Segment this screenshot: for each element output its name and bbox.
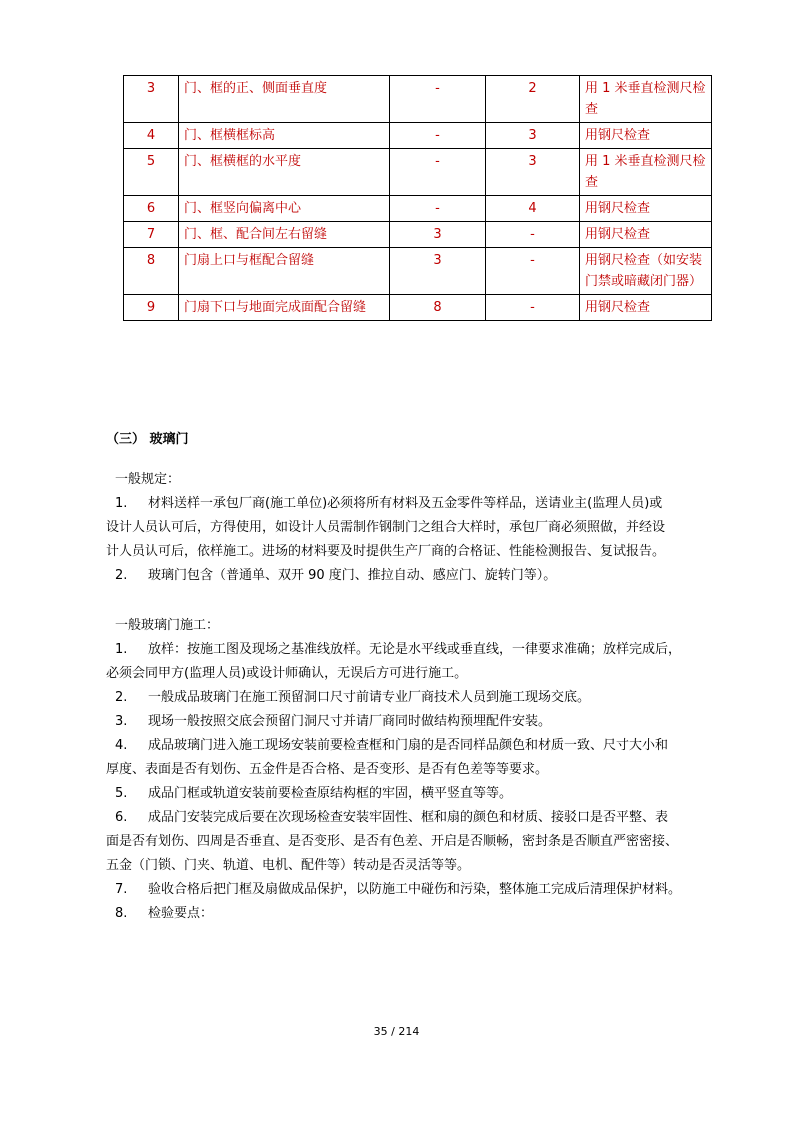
list-item-line — [106, 564, 726, 588]
table-row — [124, 222, 712, 248]
item-cell: 门、框竖向偏离中心 — [179, 196, 390, 222]
method-cell: 用钢尺检查 — [580, 295, 712, 321]
section-title: （三） 玻璃门 — [106, 432, 189, 447]
table-row — [124, 196, 712, 222]
list-item-line — [106, 782, 726, 806]
tolerance-a-cell: - — [390, 149, 486, 196]
list-item-line: 计人员认可后，依样施工。进场的材料要及时提供生产厂商的合格证、性能检测报告、复试报告。 — [106, 544, 666, 559]
item-cell: 门、框横框标高 — [179, 123, 390, 149]
list-item-line — [106, 806, 726, 830]
item-cell: 门、框、配合间左右留缝 — [179, 222, 390, 248]
list-item-text: 一般成品玻璃门在施工预留洞口尺寸前请专业厂商技术人员到施工现场交底。 — [148, 690, 591, 705]
list-item-text: 检验要点： — [148, 906, 214, 921]
list-item-line: 设计人员认可后，方得使用，如设计人员需制作钢制门之组合大样时，承包厂商必须照做，并经设 — [106, 520, 666, 535]
list-item-line — [106, 638, 726, 662]
list-item-number: 1. — [115, 642, 128, 657]
method-cell: 用钢尺检查 — [580, 196, 712, 222]
item-cell: 门、框的正、侧面垂直度 — [179, 76, 390, 123]
page-number: 35 / 214 — [373, 1025, 420, 1038]
tolerance-a-cell: 3 — [390, 222, 486, 248]
row-number-cell: 4 — [124, 123, 179, 149]
tolerance-b-cell: - — [486, 248, 580, 295]
list-item-number: 7. — [115, 882, 128, 897]
list-item-text: 成品门框或轨道安装前要检查原结构框的牢固，横平竖直等等。 — [148, 786, 513, 801]
tolerance-a-cell: - — [390, 123, 486, 149]
list-item-line: 面是否有划伤、四周是否垂直、是否变形、是否有色差、开启是否顺畅，密封条是否顺直严密密接、 — [106, 834, 679, 849]
list-item-line — [106, 878, 726, 902]
list-item-number: 3. — [115, 714, 128, 729]
tolerance-b-cell: 2 — [486, 76, 580, 123]
tolerance-b-cell: - — [486, 222, 580, 248]
tolerance-b-cell: - — [486, 295, 580, 321]
list-item-number: 2. — [115, 690, 128, 705]
table-row — [124, 123, 712, 149]
list-item-text: 玻璃门包含（普通单、双开 90 度门、推拉自动、感应门、旋转门等）。 — [148, 568, 557, 583]
list-item-number: 8. — [115, 906, 128, 921]
construction-heading: 一般玻璃门施工： — [115, 618, 220, 633]
list-item-line: 必须会同甲方(监理人员)或设计师确认，无误后方可进行施工。 — [106, 666, 468, 681]
list-item-number: 2. — [115, 568, 128, 583]
method-cell: 用 1 米垂直检测尺检查 — [580, 76, 712, 123]
list-item-number: 1. — [115, 496, 128, 511]
table-row — [124, 295, 712, 321]
list-item-text: 成品门安装完成后要在次现场检查安装牢固性、框和扇的颜色和材质、接驳口是否平整、表 — [148, 810, 669, 825]
tolerance-a-cell: - — [390, 196, 486, 222]
row-number-cell: 7 — [124, 222, 179, 248]
row-number-cell: 3 — [124, 76, 179, 123]
inspection-table — [123, 75, 712, 321]
list-item-line — [106, 492, 726, 516]
row-number-cell: 9 — [124, 295, 179, 321]
tolerance-b-cell: 4 — [486, 196, 580, 222]
list-item-text: 验收合格后把门框及扇做成品保护，以防施工中碰伤和污染，整体施工完成后清理保护材料。 — [148, 882, 682, 897]
list-item-line: 厚度、表面是否有划伤、五金件是否合格、是否变形、是否有色差等等要求。 — [106, 762, 549, 777]
method-cell: 用钢尺检查 — [580, 222, 712, 248]
list-item-number: 6. — [115, 810, 128, 825]
construction-section — [106, 614, 726, 926]
list-item-line: 五金（门锁、门夹、轨道、电机、配件等）转动是否灵活等等。 — [106, 858, 471, 873]
table-row — [124, 76, 712, 123]
item-cell: 门扇上口与框配合留缝 — [179, 248, 390, 295]
list-item-text: 成品玻璃门进入施工现场安装前要检查框和门扇的是否同样品颜色和材质一致、尺寸大小和 — [148, 738, 669, 753]
tolerance-a-cell: 8 — [390, 295, 486, 321]
list-item-text: 材料送样一承包厂商(施工单位)必须将所有材料及五金零件等样品，送请业主(监理人员)或 — [148, 496, 663, 511]
inspection-table-body — [124, 76, 712, 321]
list-item-line — [106, 686, 726, 710]
list-item-text: 现场一般按照交底会预留门洞尺寸并请厂商同时做结构预埋配件安装。 — [148, 714, 552, 729]
list-item-number: 4. — [115, 738, 128, 753]
general-rules-section — [106, 468, 726, 588]
method-cell: 用钢尺检查（如安装门禁或暗藏闭门器） — [580, 248, 712, 295]
row-number-cell: 5 — [124, 149, 179, 196]
tolerance-a-cell: - — [390, 76, 486, 123]
list-item-line — [106, 902, 726, 926]
list-item-line — [106, 734, 726, 758]
row-number-cell: 6 — [124, 196, 179, 222]
list-item-line — [106, 710, 726, 734]
tolerance-b-cell: 3 — [486, 149, 580, 196]
table-row — [124, 149, 712, 196]
method-cell: 用 1 米垂直检测尺检查 — [580, 149, 712, 196]
general-rules-heading: 一般规定： — [115, 472, 181, 487]
tolerance-a-cell: 3 — [390, 248, 486, 295]
list-item-text: 放样：按施工图及现场之基准线放样。无论是水平线或垂直线，一律要求准确；放样完成后， — [148, 642, 682, 657]
list-item-number: 5. — [115, 786, 128, 801]
tolerance-b-cell: 3 — [486, 123, 580, 149]
row-number-cell: 8 — [124, 248, 179, 295]
method-cell: 用钢尺检查 — [580, 123, 712, 149]
item-cell: 门扇下口与地面完成面配合留缝 — [179, 295, 390, 321]
item-cell: 门、框横框的水平度 — [179, 149, 390, 196]
table-row — [124, 248, 712, 295]
